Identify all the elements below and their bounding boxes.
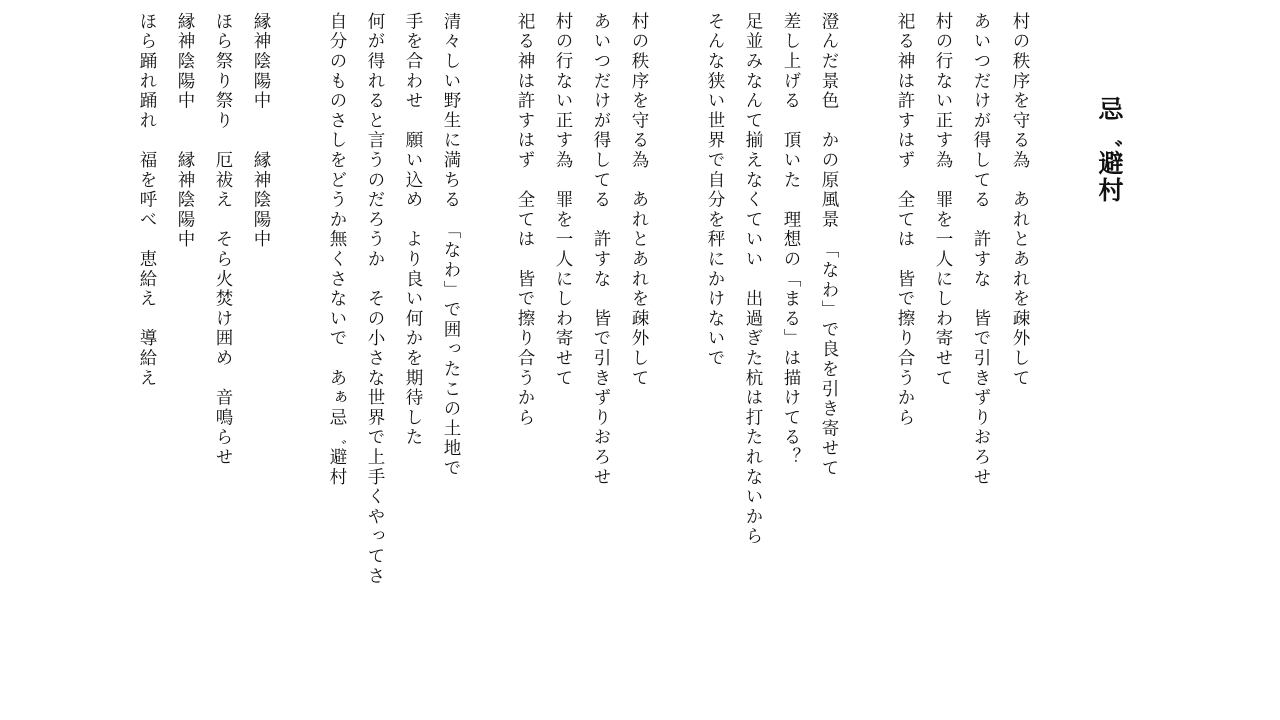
lyric-line: 村の行ない正す為 罪を一人にしわ寄せて bbox=[553, 12, 573, 389]
lyric-line: ほら祭り祭り 厄祓え そら火焚け囲め 音鳴らせ bbox=[213, 12, 233, 468]
lyric-line: 祀る神は許すはず 全ては 皆で擦り合うから bbox=[515, 12, 535, 428]
lyric-line: 自分のものさしをどうか無くさないで あぁ忌゛避村 bbox=[327, 12, 347, 488]
lyric-line: 縁神陰陽中 縁神陰陽中 bbox=[251, 12, 271, 250]
lyric-line: 祀る神は許すはず 全ては 皆で擦り合うから bbox=[895, 12, 915, 428]
lyric-line: 縁神陰陽中 縁神陰陽中 bbox=[175, 12, 195, 250]
lyric-line: 清々しい野生に満ちる 「なわ」で囲ったこの土地で bbox=[441, 12, 461, 479]
lyric-line: ほら踊れ踊れ 福を呼べ 恵給え 導給え bbox=[137, 12, 157, 389]
lyric-line: 何が得れると言うのだろうか その小さな世界で上手くやってさ bbox=[365, 12, 385, 587]
lyric-line: 村の行ない正す為 罪を一人にしわ寄せて bbox=[933, 12, 953, 389]
lyric-line: あいつだけが得してる 許すな 皆で引きずりおろせ bbox=[591, 12, 611, 488]
lyric-line: 村の秩序を守る為 あれとあれを疎外して bbox=[1010, 12, 1030, 389]
lyric-line: そんな狭い世界で自分を秤にかけないで bbox=[705, 12, 725, 369]
song-title: 忌゛避村 bbox=[1095, 96, 1124, 204]
lyric-line: 村の秩序を守る為 あれとあれを疎外して bbox=[629, 12, 649, 389]
lyric-line: 手を合わせ 願い込め より良い何かを期待した bbox=[403, 12, 423, 448]
lyric-line: あいつだけが得してる 許すな 皆で引きずりおろせ bbox=[971, 12, 991, 488]
lyric-line: 澄んだ景色 かの原風景 「なわ」で良を引き寄せて bbox=[819, 12, 839, 479]
lyric-line: 足並みなんて揃えなくていい 出過ぎた杭は打たれないから bbox=[743, 12, 763, 547]
lyric-line: 差し上げる 頂いた 理想の「まる」は描けてる？ bbox=[781, 12, 801, 468]
